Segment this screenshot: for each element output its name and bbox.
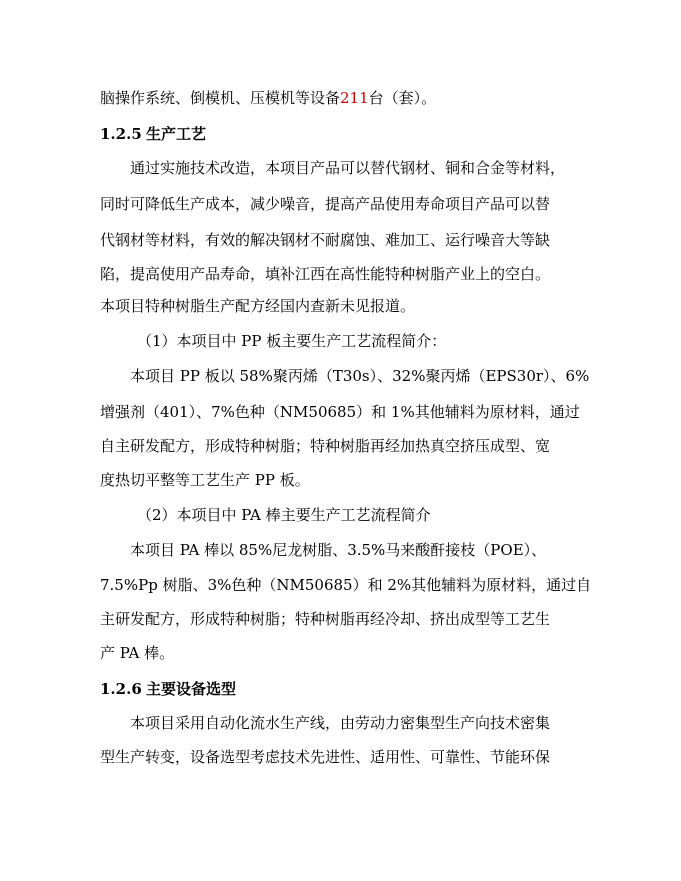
subsection-title: （1）本项目中 PP 板主要生产工艺流程简介： bbox=[137, 332, 447, 350]
equipment-count: 211 bbox=[340, 89, 369, 107]
text-run: 脑操作系统、倒模机、压模机等设备 bbox=[100, 89, 341, 107]
paragraph-line: 本项目特种树脂生产配方经国内查新未见报道。 bbox=[100, 297, 416, 315]
paragraph-line: 本项目采用自动化流水生产线，由劳动力密集型生产向技术密集 bbox=[130, 714, 551, 732]
section-number: 1.2.5 bbox=[100, 125, 142, 143]
paragraph-line: 代钢材等材料，有效的解决钢材不耐腐蚀、难加工、运行噪音大等缺 bbox=[100, 231, 551, 249]
section-heading-1-2-6 bbox=[100, 679, 236, 699]
subsection-title: （2）本项目中 PA 棒主要生产工艺流程简介 bbox=[137, 506, 431, 524]
section-title: 生产工艺 bbox=[146, 125, 207, 143]
section-title: 主要设备选型 bbox=[146, 680, 237, 698]
paragraph-line: 型生产转变，设备选型考虑技术先进性、适用性、可靠性、节能环保 bbox=[100, 748, 551, 766]
paragraph-line: 主研发配方，形成特种树脂；特种树脂再经冷却、挤出成型等工艺生 bbox=[100, 610, 551, 628]
section-number: 1.2.6 bbox=[100, 680, 142, 698]
paragraph-line: 产 PA 棒。 bbox=[100, 644, 175, 662]
paragraph-line: 陷，提高使用产品寿命，填补江西在高性能特种树脂产业上的空白。 bbox=[100, 265, 551, 283]
paragraph-line: 自主研发配方，形成特种树脂；特种树脂再经加热真空挤压成型、宽 bbox=[100, 437, 551, 455]
paragraph-line: 通过实施技术改造，本项目产品可以替代钢材、铜和合金等材料， bbox=[130, 159, 566, 177]
text-line bbox=[100, 88, 436, 108]
paragraph-line: 同时可降低生产成本，减少噪音，提高产品使用寿命项目产品可以替 bbox=[100, 195, 551, 213]
paragraph-line: 7.5%Pp 树脂、3%色种（NM50685）和 2%其他辅料为原材料，通过自 bbox=[100, 576, 592, 594]
paragraph-line: 增强剂（401）、7%色种（NM50685）和 1%其他辅料为原材料，通过 bbox=[100, 403, 580, 421]
paragraph-line: 度热切平整等工艺生产 PP 板。 bbox=[100, 471, 310, 489]
paragraph-line: 本项目 PA 棒以 85%尼龙树脂、3.5%马来酸酐接枝（POE）、 bbox=[130, 541, 547, 559]
paragraph-line: 本项目 PP 板以 58%聚丙烯（T30s）、32%聚丙烯（EPS30r）、6% bbox=[130, 367, 590, 385]
text-run: 台（套）。 bbox=[368, 89, 437, 107]
section-heading-1-2-5 bbox=[100, 124, 206, 144]
